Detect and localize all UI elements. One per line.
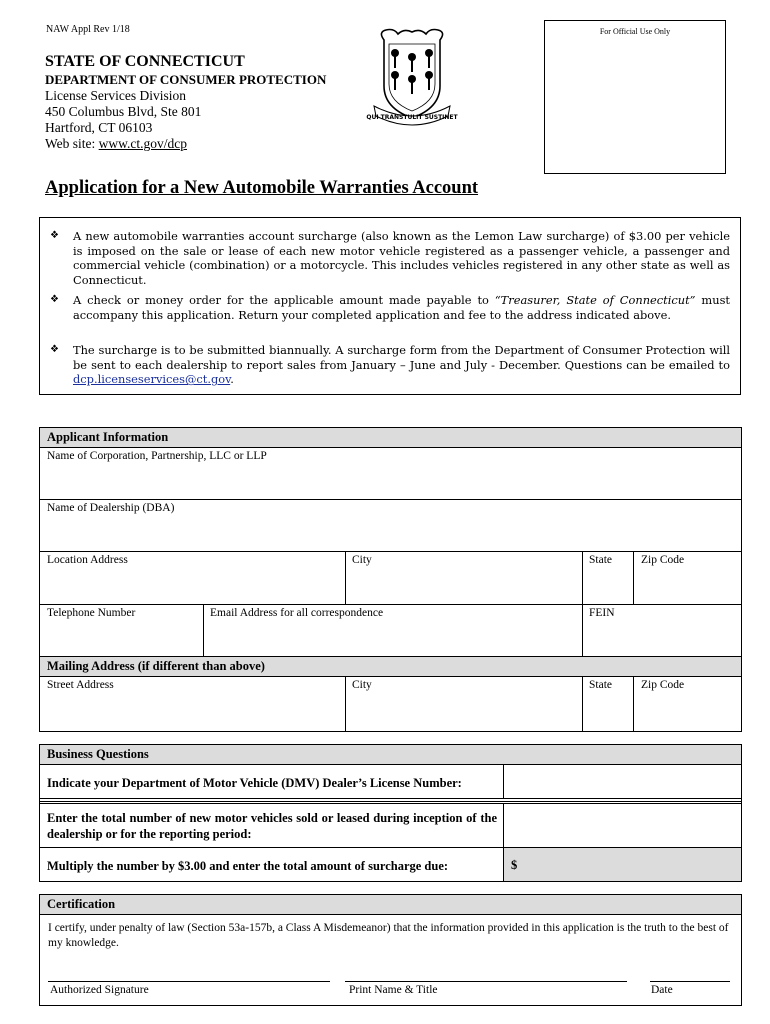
location-address-field[interactable]: [39, 551, 346, 605]
payment-text-end: must accompany this application. Return your completed application and fee to the address indicated above.: [73, 293, 730, 322]
payee-name: “Treasurer, State of Connecticut”: [494, 293, 696, 307]
diamond-bullet-icon: ❖: [50, 230, 59, 241]
telephone-label: Telephone Number: [47, 607, 136, 619]
instruction-text: A new automobile warranties account surcharge (also known as the Lemon Law surcharge) of $3.00 per vehicle is imposed on the sale or lease of each new motor vehicle registered as a passenger vehicle, a passenger and commercial vehicle (combination) or a motorcycle. This includes vehicles registered in any other state as well as Connecticut.: [73, 229, 730, 287]
applicant-heading: Applicant Information: [47, 430, 169, 444]
dba-field[interactable]: [39, 499, 742, 552]
mailing-zip-field[interactable]: [633, 676, 742, 732]
seal-motto: QUI TRANSTULIT SUSTINET: [366, 114, 458, 121]
payment-text: A check or money order for the applicable amount made payable to: [73, 293, 495, 307]
dmv-license-input[interactable]: [503, 764, 742, 799]
website-line: [45, 136, 326, 152]
instruction-item: [50, 343, 730, 387]
official-use-box: [544, 20, 726, 174]
vehicle-count-question: [39, 803, 504, 848]
mailing-state-field[interactable]: [582, 676, 634, 732]
date-label: Date: [651, 984, 673, 996]
email-field[interactable]: [203, 604, 583, 657]
contact-email-link[interactable]: dcp.licenseservices@ct.gov: [73, 372, 231, 387]
print-name-label: Print Name & Title: [349, 984, 438, 996]
form-revision: NAW Appl Rev 1/18: [46, 24, 130, 35]
mailing-header-bar: [39, 656, 742, 677]
mailing-city-label: City: [352, 679, 372, 691]
business-heading: Business Questions: [47, 747, 149, 761]
state-name: STATE OF CONNECTICUT: [45, 53, 245, 70]
section-divider: [39, 801, 742, 802]
vehicle-count-label: Enter the total number of new motor vehicles sold or leased during inception of the dealership or for the reporting period:: [47, 811, 497, 841]
official-use-label: For Official Use Only: [599, 27, 671, 36]
mailing-city-field[interactable]: [345, 676, 583, 732]
street-address-field[interactable]: [39, 676, 346, 732]
diamond-bullet-icon: ❖: [50, 344, 59, 355]
certification-statement: I certify, under penalty of law (Section 53a-157b, a Class A Misdemeanor) that the information provided in this application is the truth to the best of my knowledge.: [48, 922, 729, 949]
vehicle-count-input[interactable]: [503, 803, 742, 848]
fein-label: FEIN: [589, 607, 615, 619]
instruction-text: [73, 293, 730, 322]
mailing-zip-label: Zip Code: [641, 679, 685, 691]
mailing-heading: Mailing Address (if different than above): [47, 659, 265, 673]
dollar-sign: $: [511, 858, 518, 872]
surcharge-amount-input[interactable]: [503, 847, 742, 882]
telephone-field[interactable]: [39, 604, 204, 657]
instruction-item: [50, 229, 730, 287]
certification-header-bar: [39, 894, 742, 915]
submission-text: The surcharge is to be submitted biannually. A surcharge form from the Department of Consumer Protection will be sent to each dealership to report sales from January – June and July - December. Questions can be emailed to: [73, 343, 730, 372]
corp-name-field[interactable]: [39, 447, 742, 500]
business-header-bar: [39, 744, 742, 765]
fein-field[interactable]: [582, 604, 742, 657]
department-name: DEPARTMENT OF CONSUMER PROTECTION: [45, 72, 327, 87]
email-label: Email Address for all correspondence: [210, 607, 384, 619]
division-name: License Services Division: [45, 88, 186, 103]
connecticut-seal-icon: [366, 26, 458, 130]
instruction-text: [73, 343, 730, 387]
mailing-state-label: State: [589, 679, 612, 691]
page-title: Application for a New Automobile Warranties Account: [45, 178, 479, 198]
zip-field[interactable]: [633, 551, 742, 605]
zip-label: Zip Code: [641, 554, 685, 566]
corp-name-label: Name of Corporation, Partnership, LLC or LLP: [47, 450, 267, 462]
instructions-box: [39, 217, 741, 395]
state-field[interactable]: [582, 551, 634, 605]
print-name-line[interactable]: [345, 981, 627, 982]
website-label: Web site:: [45, 136, 96, 151]
agency-header: [45, 52, 326, 152]
street-address-label: Street Address: [47, 679, 114, 691]
certification-heading: Certification: [47, 897, 116, 911]
website-link[interactable]: www.ct.gov/dcp: [98, 136, 188, 151]
surcharge-label: Multiply the number by $3.00 and enter the total amount of surcharge due:: [47, 859, 449, 873]
city-field[interactable]: [345, 551, 583, 605]
signature-label: Authorized Signature: [50, 984, 149, 996]
dba-label: Name of Dealership (DBA): [47, 502, 175, 514]
diamond-bullet-icon: ❖: [50, 294, 59, 305]
street-address: 450 Columbus Blvd, Ste 801: [45, 104, 202, 119]
surcharge-question: [39, 847, 504, 882]
state-label: State: [589, 554, 612, 566]
instruction-item: [50, 293, 730, 322]
date-line[interactable]: [650, 981, 730, 982]
location-address-label: Location Address: [47, 554, 128, 566]
applicant-header-bar: [39, 427, 742, 448]
city-label: City: [352, 554, 372, 566]
dmv-license-question: [39, 764, 504, 799]
city-address: Hartford, CT 06103: [45, 120, 153, 135]
signature-line[interactable]: [48, 981, 330, 982]
dmv-license-label: Indicate your Department of Motor Vehicle (DMV) Dealer’s License Number:: [47, 776, 462, 790]
submission-text-end: .: [230, 372, 234, 387]
